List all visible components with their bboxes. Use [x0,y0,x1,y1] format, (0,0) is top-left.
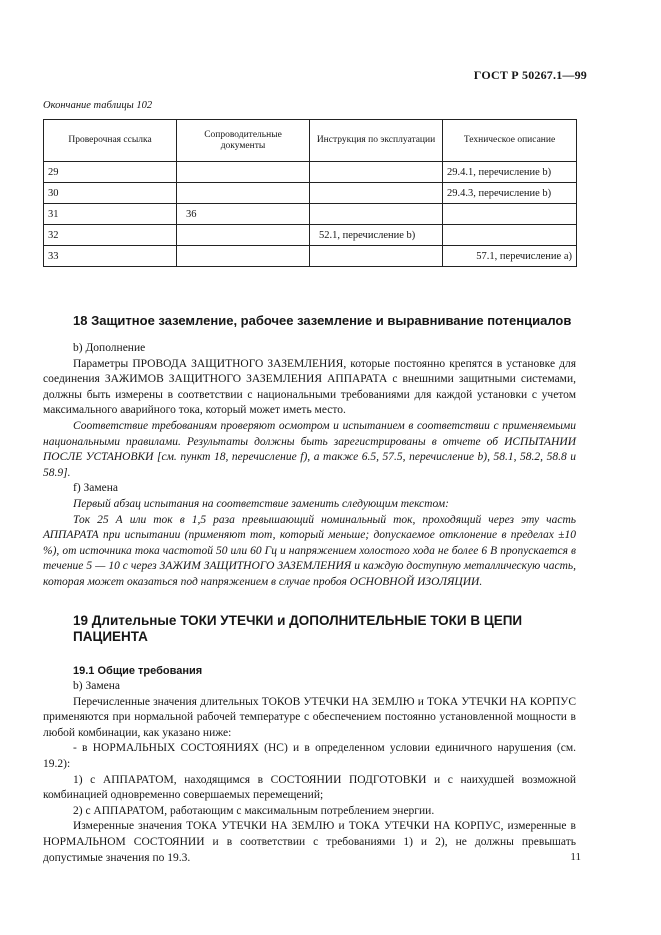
subclause-b-label: b) Замена [73,680,120,692]
section-19-1-heading: 19.1 Общие требования [73,665,203,677]
page-number: 11 [570,851,581,863]
table-row [44,204,577,225]
table-row [44,246,577,267]
table-cell [177,246,310,267]
standard-number: ГОСТ Р 50267.1—99 [473,68,587,82]
table-cell: 33 [44,246,177,267]
table-row [44,183,577,204]
table-caption: Окончание таблицы 102 [43,100,153,111]
table-cell: 31 [44,204,177,225]
table-cell [177,183,310,204]
table-cell [310,183,443,204]
table-header-cell: Техническое описание [443,120,577,162]
table-cell: 57.1, перечисление a) [443,246,577,267]
list-item: - в НОРМАЛЬНЫХ СОСТОЯНИЯХ (НС) и в определенном условии единичного нарушения (см. 19.2): [43,742,576,770]
table-cell: 30 [44,183,177,204]
paragraph: Ток 25 А или ток в 1,5 раза превышающий номинальный ток, проходящий через эту часть АППАРАТА при испытании (применяют тот, который меньше; допускаемое отклонение в пределах ±10 %), от источника тока частотой 50 или 60 Гц и напряжением холостого хода не более 6 В пропускается в течение 5 — 10 с через ЗАЖИМ ЗАЩИТНОГО ЗАЗЕМЛЕНИЯ и каждую доступную металлическую часть, которая может оказаться под напряжением в случае пробоя ОСНОВНОЙ ИЗОЛЯЦИИ. [43,513,576,588]
table-cell: 29 [44,162,177,183]
table-header-row [44,120,577,162]
section-19-body [43,679,576,866]
compliance-paragraph: Соответствие требованиям проверяют осмотром и испытанием в соответствии с применяемыми национальными правилами. Результаты должны быть зарегистрированы в отчете об ИСПЫТАНИИ ПОСЛЕ УСТАНОВКИ [см. пункт 18, перечисление f), а также 6.5, 57.5, перечисление b), 58.1, 58.2, 58.8 и 58.9]. [43,419,576,479]
paragraph: Первый абзац испытания на соответствие заменить следующим текстом: [73,497,449,510]
table-cell: 32 [44,225,177,246]
list-item: 2) с АППАРАТОМ, работающим с максимальным потреблением энергии. [73,804,435,817]
table-cell: 29.4.1, перечисление b) [443,162,577,183]
table-cell [443,204,577,225]
table-cell: 52.1, перечисление b) [310,225,443,246]
table-cell [443,225,577,246]
table-cell [310,246,443,267]
table-cell [177,225,310,246]
table-header-cell: Проверочная ссылка [44,120,177,162]
table-102 [43,119,577,267]
list-item: 1) с АППАРАТОМ, находящимся в СОСТОЯНИИ ПОДГОТОВКИ и с наихудшей возможной комбинацией одновременно совершаемых перемещений; [43,773,576,802]
section-19-heading: 19 Длительные ТОКИ УТЕЧКИ и ДОПОЛНИТЕЛЬНЫЕ ТОКИ В ЦЕПИ ПАЦИЕНТА [73,613,523,644]
table-cell [177,162,310,183]
paragraph: Перечисленные значения длительных ТОКОВ УТЕЧКИ НА ЗЕМЛЮ и ТОКА УТЕЧКИ НА КОРПУС применяются при нормальной рабочей температуре с обеспечением постоянно установленной мощности в любой комбинации, как указано ниже: [43,695,576,739]
subclause-b-label: b) Дополнение [73,342,146,354]
table-cell [310,204,443,225]
table-cell: 29.4.3, перечисление b) [443,183,577,204]
table-header-cell: Сопроводительные документы [177,120,310,162]
subclause-f-label: f) Замена [73,482,119,495]
section-18-body [43,341,576,591]
table-row [44,162,577,183]
table-cell: 36 [177,204,310,225]
paragraph: Параметры ПРОВОДА ЗАЩИТНОГО ЗАЗЕМЛЕНИЯ, которые постоянно крепятся в установке для соединения ЗАЖИМОВ ЗАЩИТНОГО ЗАЗЕМЛЕНИЯ АППАРАТА с внешними защитными системами, должны быть измерены в соответствии с национальными требованиями для каждой установки с учетом максимального аварийного тока, который может иметь место. [43,357,576,417]
paragraph: Измеренные значения ТОКА УТЕЧКИ НА ЗЕМЛЮ и ТОКА УТЕЧКИ НА КОРПУС, измеренные в НОРМАЛЬНОМ СОСТОЯНИИ и в соответствии с требованиями 1) и 2), не должны превышать допустимые значения по 19.3. [43,820,576,864]
table-cell [310,162,443,183]
table-row [44,225,577,246]
section-18-heading: 18 Защитное заземление, рабочее заземление и выравнивание потенциалов [73,313,572,328]
table-header-cell: Инструкция по эксплуатации [310,120,443,162]
